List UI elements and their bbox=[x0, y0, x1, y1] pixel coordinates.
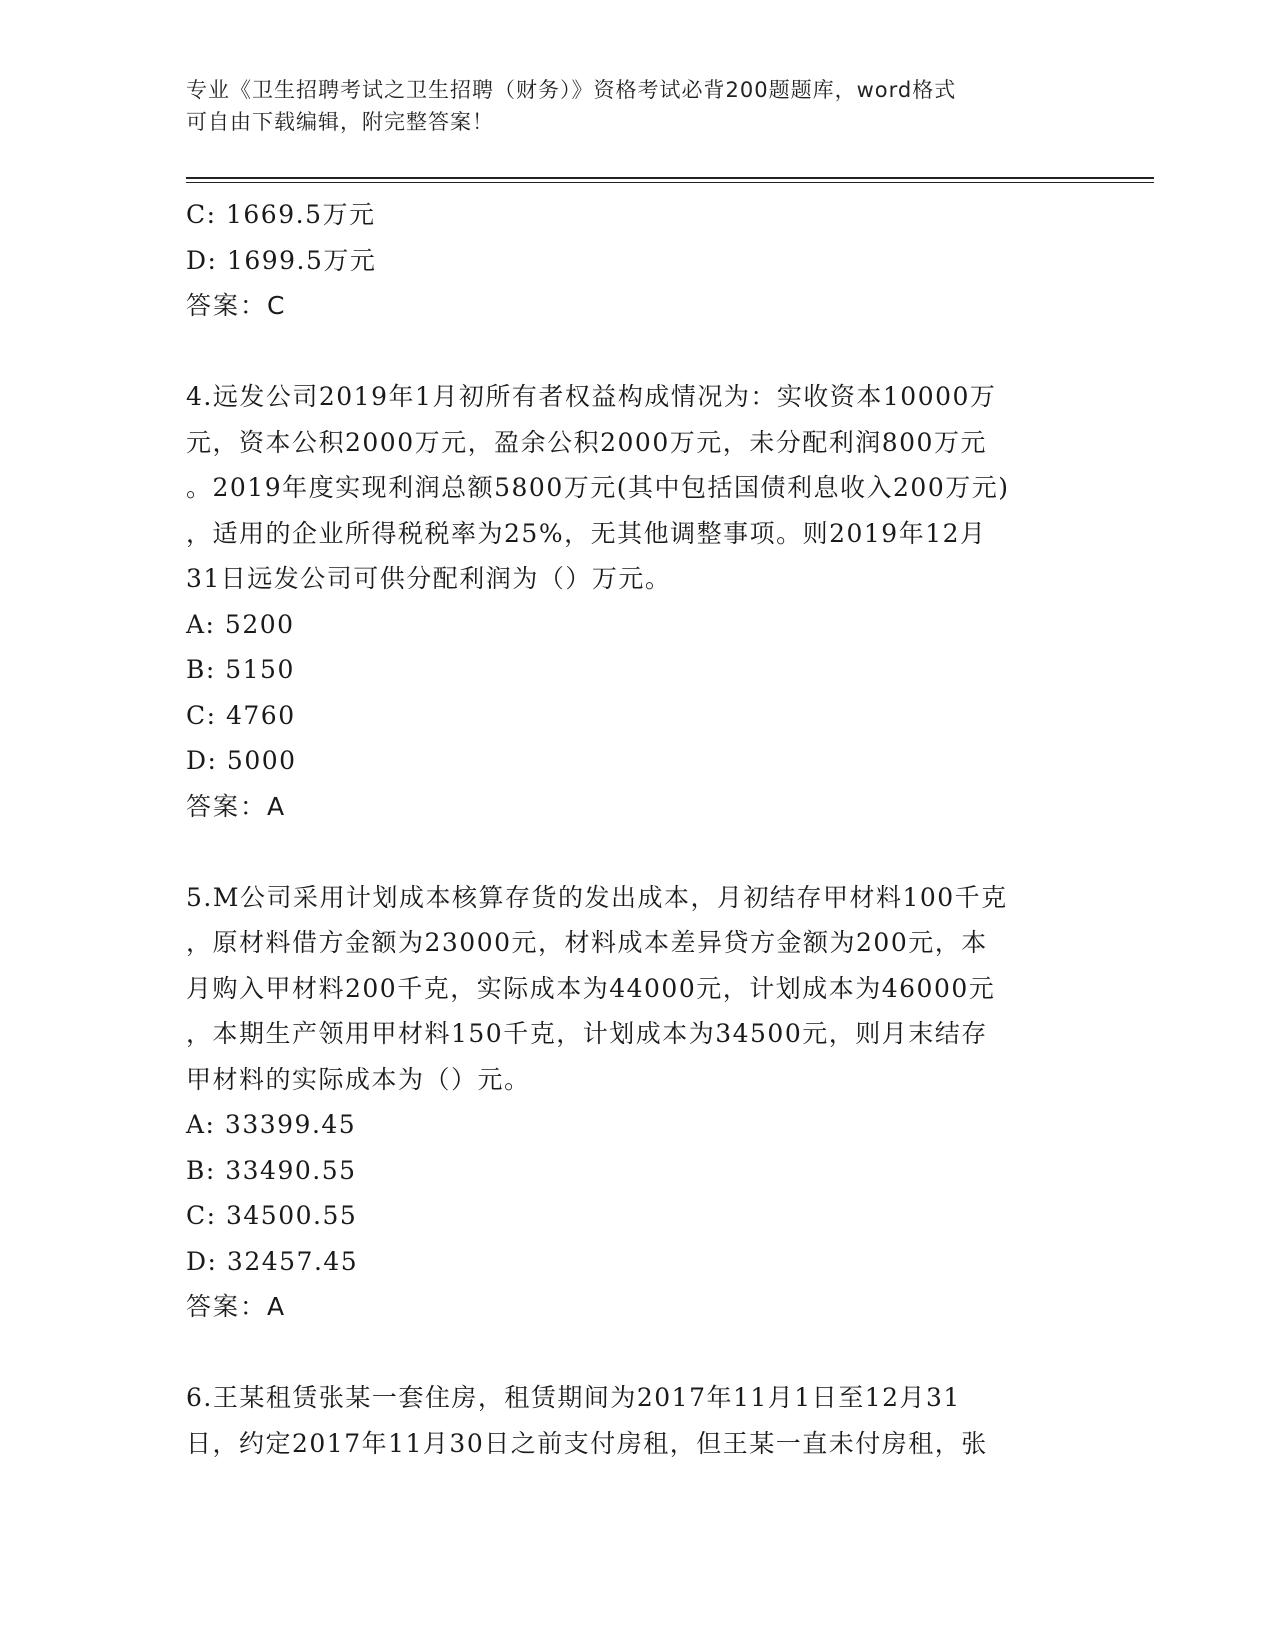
question-4 bbox=[186, 374, 1086, 829]
q4-stem-line-3: 。2019年度实现利润总额5800万元(其中包括国债利息收入200万元) bbox=[186, 473, 1010, 502]
q4-option-b: B: 5150 bbox=[186, 655, 295, 684]
spacer bbox=[186, 829, 1086, 875]
q3-option-d: D: 1699.5万元 bbox=[186, 245, 377, 275]
q4-answer: 答案：A bbox=[186, 791, 287, 821]
q5-stem-line-2: ，原材料借方金额为23000元，材料成本差异贷方金额为200元，本 bbox=[186, 928, 988, 957]
q5-stem-line-1: 5.M公司采用计划成本核算存货的发出成本，月初结存甲材料100千克 bbox=[186, 882, 1008, 912]
q6-stem-line-1: 6.王某租赁张某一套住房，租赁期间为2017年11月1日至12月31 bbox=[186, 1383, 961, 1412]
q4-option-d: D: 5000 bbox=[186, 746, 297, 775]
q4-stem-line-2: 元，资本公积2000万元，盈余公积2000万元，未分配利润800万元 bbox=[186, 427, 987, 457]
q5-stem-line-4: ，本期生产领用甲材料150千克，计划成本为34500元，则月末结存 bbox=[186, 1019, 988, 1048]
header-divider-thick bbox=[186, 177, 1154, 179]
q5-option-d: D: 32457.45 bbox=[186, 1246, 359, 1276]
q4-option-a: A: 5200 bbox=[186, 609, 295, 639]
q5-option-b: B: 33490.55 bbox=[186, 1155, 357, 1185]
header-divider-thin bbox=[186, 182, 1154, 183]
q4-stem-line-4: ，适用的企业所得税税率为25%，无其他调整事项。则2019年12月 bbox=[186, 518, 987, 548]
q5-option-a: A: 33399.45 bbox=[186, 1110, 357, 1139]
spacer bbox=[186, 1330, 1086, 1376]
spacer bbox=[186, 329, 1086, 375]
q5-stem-line-5: 甲材料的实际成本为（）元。 bbox=[186, 1064, 531, 1094]
q4-option-c: C: 4760 bbox=[186, 700, 296, 730]
header-title-line-2: 可自由下载编辑，附完整答案！ bbox=[186, 110, 494, 134]
question-5 bbox=[186, 875, 1086, 1330]
q3-answer: 答案：C bbox=[186, 291, 287, 320]
document-body bbox=[186, 192, 1086, 1466]
q5-stem-line-3: 月购入甲材料200千克，实际成本为44000元，计划成本为46000元 bbox=[186, 973, 996, 1003]
question-3 bbox=[186, 192, 1086, 329]
q6-stem-line-2: 日，约定2017年11月30日之前支付房租，但王某一直未付房租，张 bbox=[186, 1428, 988, 1458]
header-title-line-1: 专业《卫生招聘考试之卫生招聘（财务）》资格考试必背200题题库，word格式 bbox=[186, 78, 957, 102]
q5-option-c: C: 34500.55 bbox=[186, 1201, 358, 1230]
question-6 bbox=[186, 1375, 1086, 1466]
document-header bbox=[186, 74, 1086, 138]
q4-stem-line-5: 31日远发公司可供分配利润为（）万元。 bbox=[186, 564, 672, 593]
q5-answer: 答案：A bbox=[186, 1292, 287, 1321]
q4-stem-line-1: 4.远发公司2019年1月初所有者权益构成情况为：实收资本10000万 bbox=[186, 382, 997, 411]
q3-option-c: C: 1669.5万元 bbox=[186, 200, 376, 229]
